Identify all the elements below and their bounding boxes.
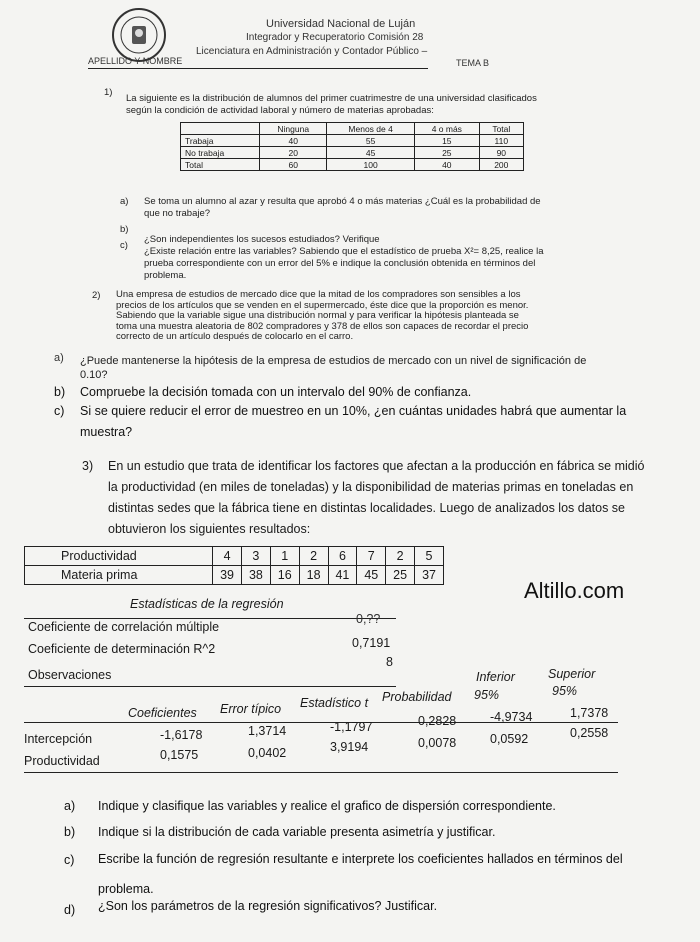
q1-table-cell: 20 [260,147,327,159]
q1-table-cell: 55 [327,135,415,147]
q3-data-cell: 41 [328,566,357,585]
seal-emblem-icon [119,15,159,55]
q3-a-text: Indique y clasifique las variables y realice el grafico de dispersión correspondiente. [98,799,556,813]
coef-header: 95% [552,684,578,698]
q3-data-cell: 5 [415,547,444,566]
lower-header-label: Inferior [476,670,515,684]
q3-data-row-label: Productividad [25,547,213,566]
q1-table-cell: 25 [415,147,480,159]
q3-data-cell: 2 [299,547,328,566]
q3-number: 3) [82,459,94,473]
intercept-label: Intercepción [24,732,93,746]
q3-data-cell: 4 [213,547,242,566]
q1-a-label: a) [120,196,129,207]
surname-line [88,68,428,69]
q3-data-cell: 7 [357,547,386,566]
q3-data-cell: 16 [270,566,299,585]
q1-table-row [181,147,524,159]
career-name: Licenciatura en Administración y Contador Público – [196,46,428,57]
q1-table-header-cell [181,123,260,135]
q1-table-cell: Total [181,159,260,171]
theme-label: TEMA B [456,58,490,68]
reg-title: Estadísticas de la regresión [130,597,284,611]
university-seal [112,8,166,62]
intercept-value: 0,2828 [418,714,457,728]
q2-text: Una empresa de estudios de mercado dice que la mitad de los compradores son sensibles a los precios de los artículos que se venden en el supermercado, éste dice que la proporción es menor. Sabiendo que la variable sigue una distribución normal y para verificar la hipótesis planteada se toma una muestra aleatoria de 802 compradores y 378 de ellos son capaces de recordar el precio correcto de un artículo después de colocarlo en el carro. [116,289,529,342]
q1-number: 1) [104,87,113,98]
q1-c-text: ¿Existe relación entre las variables? Sabiendo que el estadístico de prueba Χ²= 8,25, realice la prueba correspondiente con un error del 5% e indique la conclusión obtenida en términos del problema. [144,246,544,281]
coef-header: Estadístico t [300,696,369,710]
q3-data-cell: 18 [299,566,328,585]
q3-data-cell: 25 [386,566,415,585]
q3-data-cell: 1 [270,547,299,566]
r2-value: 0,7191 [352,636,391,650]
q3-d-text: ¿Son los parámetros de la regresión significativos? Justificar. [98,899,438,913]
productividad-value: 0,0078 [418,736,457,750]
q1-table-cell: 60 [260,159,327,171]
q1-text: La siguiente es la distribución de alumnos del primer cuatrimestre de una universidad clasificados según la condición de actividad laboral y número de materias aprobadas: [126,93,537,116]
q1-b-text: ¿Son independientes los sucesos estudiados? Verifique [144,234,380,245]
productividad-value: 0,2558 [570,726,609,740]
q2-a-label: a) [54,352,64,364]
q1-table-cell: 200 [479,159,523,171]
obs-label: Observaciones [28,668,112,682]
q3-data-row-label: Materia prima [25,566,213,585]
q1-table-cell: Trabaja [181,135,260,147]
q3-data-cell: 37 [415,566,444,585]
surname-label: APELLIDO Y NOMBRE [88,56,183,66]
q2-b-label: b) [54,385,66,399]
q3-data-row [25,566,444,585]
intercept-value: -1,6178 [160,728,203,742]
q3-b-text: Indique si la distribución de cada variable presenta asimetría y justificar. [98,825,496,839]
q3-data-cell: 2 [386,547,415,566]
q2-b-text: Compruebe la decisión tomada con un intervalo del 90% de confianza. [80,385,472,399]
multiple-r-label: Coeficiente de correlación múltiple [28,620,220,634]
productividad-value: 0,1575 [160,748,199,762]
q1-c-label: c) [120,240,128,251]
watermark: Altillo.com [524,578,625,603]
q3-data-cell: 6 [328,547,357,566]
q3-data-table [24,546,444,585]
reg-title-rule [24,618,396,619]
q3-c-text: Escribe la función de regresión resultante e interprete los coeficientes hallados en términos del problema. [98,852,623,896]
q1-table-cell: 100 [327,159,415,171]
q2-number: 2) [92,290,101,301]
q3-data-row [25,547,444,566]
q3-c-label: c) [64,853,75,867]
q1-table [180,122,524,171]
q1-table-cell: 40 [260,135,327,147]
q1-table-cell: 15 [415,135,480,147]
productividad-label: Productividad [24,754,100,768]
q3-data-cell: 45 [357,566,386,585]
q1-table-header-cell: Menos de 4 [327,123,415,135]
q1-table-header-cell: Total [479,123,523,135]
q1-b-label: b) [120,224,129,235]
q2-c-label: c) [54,404,65,418]
intercept-value: 1,3714 [248,724,287,738]
coef-header: Probabilidad [382,690,452,704]
q2-c-text: Si se quiere reducir el error de muestreo en un 10%, ¿en cuántas unidades habrá que aumentar la muestra? [80,404,627,439]
r2-label: Coeficiente de determinación R^2 [28,642,216,656]
q3-data-cell: 39 [213,566,242,585]
productividad-value: 0,0592 [490,732,529,746]
productividad-value: 0,0402 [248,746,287,760]
coef-header: Error típico [220,702,282,716]
intercept-value: -1,1797 [330,720,373,734]
coef-header: 95% [474,688,500,702]
q1-table-row [181,135,524,147]
q1-table-cell: 45 [327,147,415,159]
q3-d-label: d) [64,903,76,917]
university-name: Universidad Nacional de Luján [266,18,416,30]
intercept-value: 1,7378 [570,706,609,720]
productividad-value: 3,9194 [330,740,369,754]
coef-header: Coeficientes [128,706,197,720]
q2-a-text: ¿Puede mantenerse la hipótesis de la empresa de estudios de mercado con un nivel de significación de 0.10? [80,355,587,381]
obs-rule [24,686,396,687]
q1-table-header-row [181,123,524,135]
multiple-r-value: 0,?? [356,612,381,626]
course-name: Integrador y Recuperatorio Comisión 28 [246,32,424,43]
obs-value: 8 [386,655,393,669]
q3-a-label: a) [64,799,76,813]
q3-b-label: b) [64,825,76,839]
q1-table-cell: 110 [479,135,523,147]
coef-bottom-rule [24,772,618,773]
q3-data-cell: 3 [241,547,270,566]
q1-table-row [181,159,524,171]
q1-a-text: Se toma un alumno al azar y resulta que aprobó 4 o más materias ¿Cuál es la probabilidad de que no trabaje? [144,196,541,219]
q3-data-cell: 38 [241,566,270,585]
q1-table-cell: 40 [415,159,480,171]
q1-table-header-cell: Ninguna [260,123,327,135]
q3-text: En un estudio que trata de identificar los factores que afectan a la producción en fábrica se midió la productividad (en miles de toneladas) y la disponibilidad de materias primas en toneladas en distintas sedes que la fábrica tiene en distintas localidades. Luego de analizados los datos se obtuvieron los siguientes resultados: [108,459,645,536]
q1-table-header-cell: 4 o más [415,123,480,135]
intercept-value: -4,9734 [490,710,533,724]
q1-table-cell: 90 [479,147,523,159]
q1-table-cell: No trabaja [181,147,260,159]
upper-header-label: Superior [548,667,596,681]
